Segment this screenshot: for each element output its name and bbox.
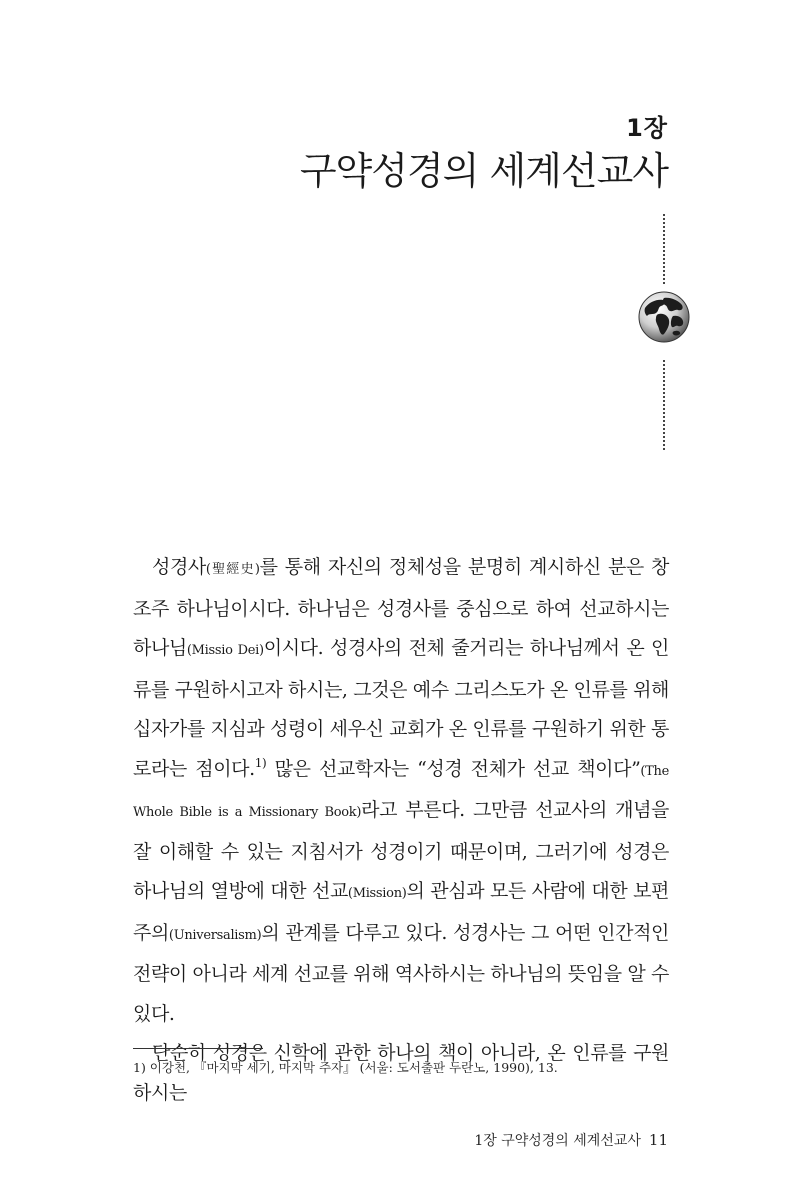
decorative-dotted-line-top — [663, 214, 665, 284]
chapter-number: 1장 — [626, 114, 668, 142]
footnote-rule — [133, 1048, 263, 1049]
paragraph-2: 단순히 성경은 신학에 관한 하나의 책이 아니라, 온 인류를 구원하시는 — [133, 1042, 669, 1104]
page-number: 11 — [648, 1131, 668, 1149]
footnote: 1) 이강천, 『마지막 세기, 마지막 주자』 (서울: 도서출판 두란노, 1990), 13. — [133, 1060, 558, 1075]
chapter-title: 구약성경의 세계선교사 — [299, 149, 668, 193]
running-footer — [474, 1130, 668, 1150]
decorative-dotted-line-bottom — [663, 360, 665, 450]
running-title: 1장 구약성경의 세계선교사 — [474, 1133, 641, 1149]
globe-icon — [637, 290, 691, 344]
footnote-reference: 1) — [254, 755, 267, 770]
body-text — [133, 548, 669, 1113]
paragraph-1: 성경사(聖經史)를 통해 자신의 정체성을 분명히 계시하신 분은 창조주 하나님이시다. 하나님은 성경사를 중심으로 하여 선교하시는 하나님(Missio Dei)이시다. 성경사의 전체 줄거리는 하나님께서 온 인류를 구원하시고자 하시는, 그것은 예수 그리스도가 온 인류를 위해 십자가를 지심과 성령이 세우신 교회가 온 인류를 구원하기 위한 통로라는 점이다.$^{1)}$ 많은 선교학자는 “성경 전체가 선교 책이다”(The Whole Bible is a Missionary Book)라고 부른다. 그만큼 선교사의 개념을 잘 이해할 수 있는 지침서가 성경이기 때문이며, 그러기에 성경은 하나님의 열방에 대한 선교(Mission)의 관심과 모든 사람에 대한 보편주의(Universalism)의 관계를 다루고 있다. 성경사는 그 어떤 인간적인 전략이 아니라 세계 선교를 위해 역사하시는 하나님의 뜻임을 알 수 있다. — [133, 556, 670, 1025]
